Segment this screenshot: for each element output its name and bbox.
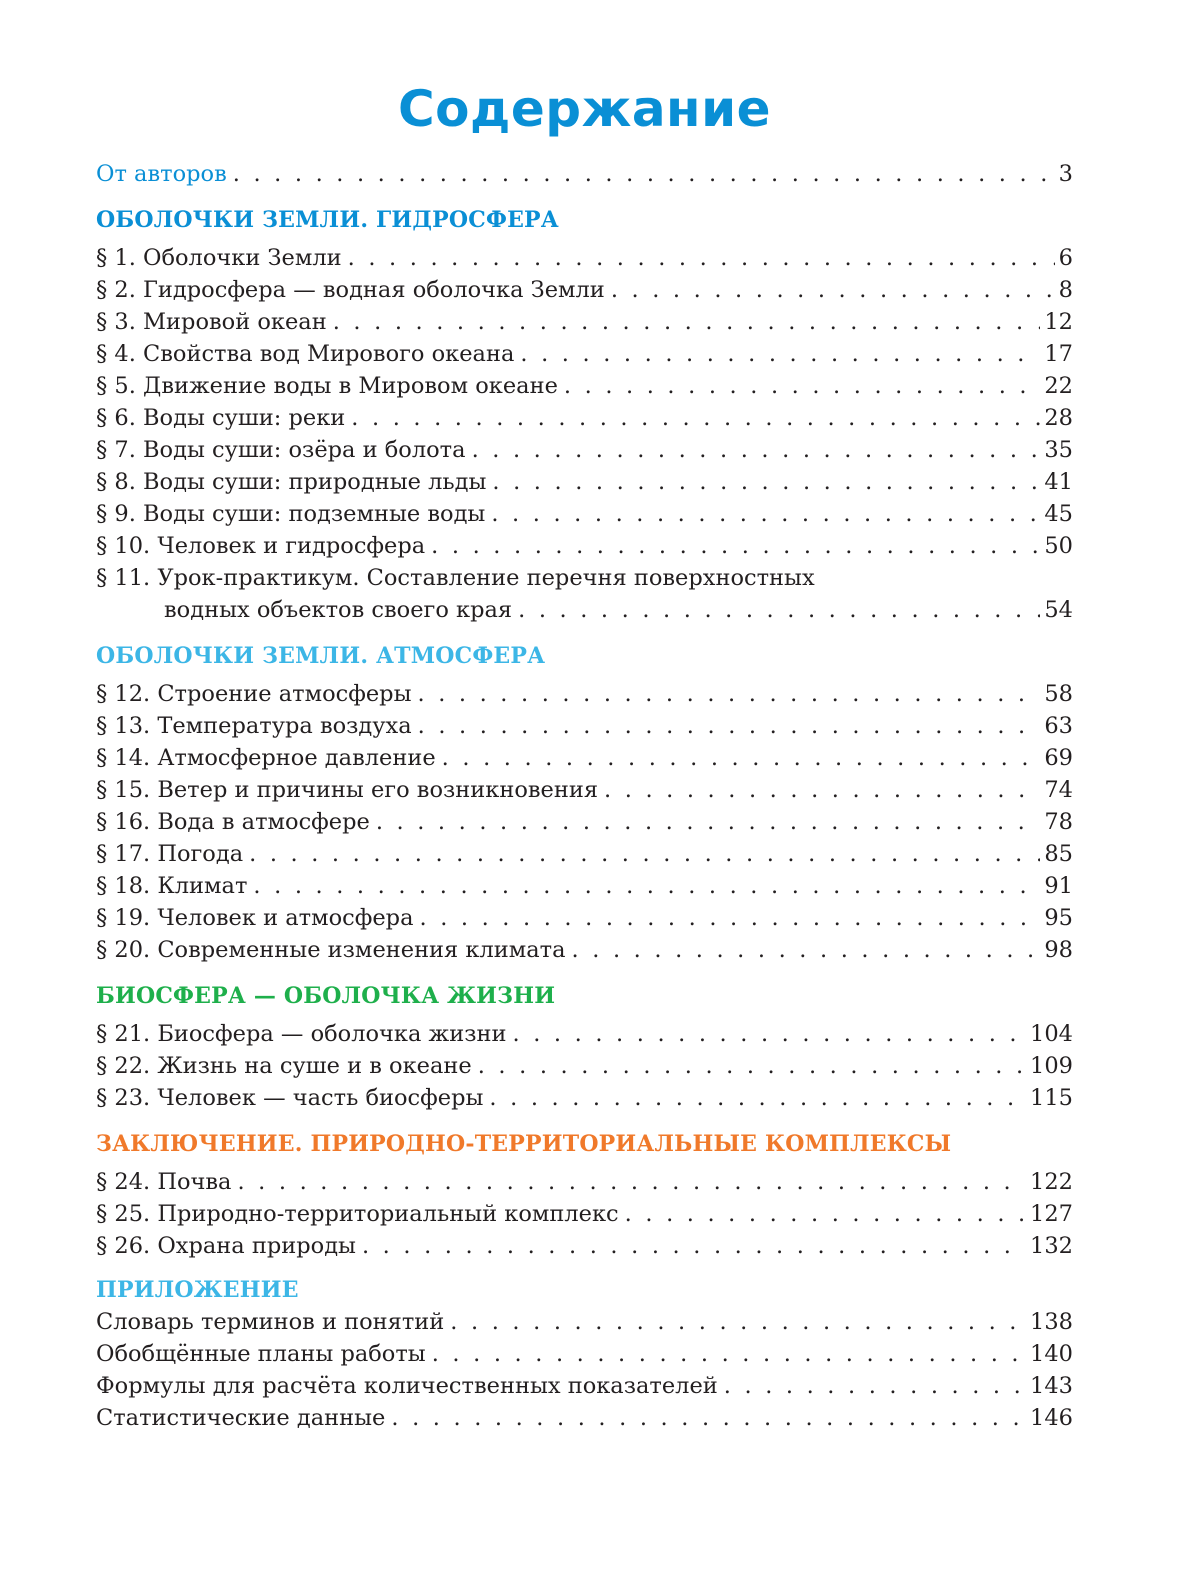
section-heading: ПРИЛОЖЕНИЕ	[96, 1277, 299, 1303]
toc-entry[interactable]	[96, 402, 1073, 434]
toc-entry-page: 115	[1030, 1085, 1073, 1111]
toc-entry[interactable]	[96, 1338, 1073, 1370]
toc-entry-label: От авторов	[96, 161, 227, 187]
toc-entry-label: Обобщённые планы работы	[96, 1341, 426, 1367]
toc-entry[interactable]	[96, 370, 1073, 402]
toc-entry[interactable]	[96, 242, 1073, 274]
toc-entry[interactable]	[96, 1166, 1073, 1198]
toc-entry-label: § 2. Гидросфера — водная оболочка Земли	[96, 277, 605, 303]
toc-entry[interactable]	[96, 466, 1073, 498]
toc-entry[interactable]	[96, 562, 1073, 594]
toc-entry-page: 127	[1030, 1201, 1073, 1227]
toc-entry[interactable]	[96, 934, 1073, 966]
dot-leader	[604, 774, 1040, 806]
section-heading: ОБОЛОЧКИ ЗЕМЛИ. ГИДРОСФЕРА	[96, 207, 559, 233]
toc-entry[interactable]	[96, 1198, 1073, 1230]
table-of-contents	[96, 158, 1073, 1434]
toc-entry-page: 146	[1030, 1405, 1073, 1431]
toc-entry-page: 41	[1044, 469, 1073, 495]
dot-leader	[376, 806, 1041, 838]
toc-entry-page: 12	[1044, 309, 1073, 335]
toc-entry-page: 8	[1058, 277, 1073, 303]
dot-leader	[572, 934, 1041, 966]
toc-entry-page: 28	[1044, 405, 1073, 431]
toc-entry-page: 143	[1030, 1373, 1073, 1399]
toc-entry[interactable]	[96, 1402, 1073, 1434]
toc-entry-label: § 5. Движение воды в Мировом океане	[96, 373, 558, 399]
dot-leader	[333, 306, 1041, 338]
toc-entry[interactable]	[96, 742, 1073, 774]
toc-entry-label: § 15. Ветер и причины его возникновения	[96, 777, 599, 803]
dot-leader	[391, 1402, 1026, 1434]
dot-leader	[724, 1370, 1026, 1402]
toc-entry-label: § 10. Человек и гидросфера	[96, 533, 426, 559]
toc-entry-page: 95	[1044, 905, 1073, 931]
toc-entry-label: § 19. Человек и атмосфера	[96, 905, 414, 931]
toc-entry-label: § 18. Климат	[96, 873, 248, 899]
dot-leader	[351, 402, 1040, 434]
dot-leader	[513, 1018, 1027, 1050]
toc-entry[interactable]	[96, 434, 1073, 466]
toc-entry[interactable]	[96, 498, 1073, 530]
toc-entry-label: Словарь терминов и понятий	[96, 1309, 445, 1335]
toc-entry[interactable]	[96, 902, 1073, 934]
section-heading: ЗАКЛЮЧЕНИЕ. ПРИРОДНО-ТЕРРИТОРИАЛЬНЫЕ КОМПЛЕКСЫ	[96, 1131, 952, 1157]
toc-entry-page: 58	[1044, 681, 1073, 707]
dot-leader	[611, 274, 1055, 306]
toc-entry-label: § 23. Человек — часть биосферы	[96, 1085, 484, 1111]
dot-leader	[249, 838, 1040, 870]
toc-entry[interactable]	[96, 338, 1073, 370]
toc-entry-continuation[interactable]	[96, 594, 1073, 626]
toc-entry-label: § 13. Температура воздуха	[96, 713, 412, 739]
toc-entry-label: § 8. Воды суши: природные льды	[96, 469, 487, 495]
toc-entry-page: 109	[1030, 1053, 1073, 1079]
toc-entry[interactable]	[96, 806, 1073, 838]
toc-entry-label: § 6. Воды суши: реки	[96, 405, 346, 431]
toc-entry-label: Формулы для расчёта количественных показателей	[96, 1373, 718, 1399]
toc-entry-page: 63	[1044, 713, 1073, 739]
toc-entry[interactable]	[96, 838, 1073, 870]
dot-leader	[478, 1050, 1026, 1082]
dot-leader	[625, 1198, 1026, 1230]
dot-leader	[518, 594, 1040, 626]
toc-entry-label: § 17. Погода	[96, 841, 244, 867]
dot-leader	[348, 242, 1055, 274]
toc-entry[interactable]	[96, 1082, 1073, 1114]
toc-entry-page: 91	[1044, 873, 1073, 899]
toc-entry[interactable]	[96, 530, 1073, 562]
toc-entry[interactable]	[96, 1018, 1073, 1050]
toc-entry[interactable]	[96, 870, 1073, 902]
dot-leader	[362, 1230, 1026, 1262]
toc-entry[interactable]	[96, 306, 1073, 338]
toc-entry-label: § 26. Охрана природы	[96, 1233, 356, 1259]
dot-leader	[431, 530, 1040, 562]
toc-entry[interactable]	[96, 678, 1073, 710]
dot-leader	[237, 1166, 1026, 1198]
toc-entry-label: § 1. Оболочки Земли	[96, 245, 342, 271]
toc-entry-page: 54	[1044, 597, 1073, 623]
toc-entry-page: 6	[1058, 245, 1073, 271]
toc-entry-label: § 22. Жизнь на суше и в океане	[96, 1053, 472, 1079]
toc-entry[interactable]	[96, 1230, 1073, 1262]
dot-leader	[432, 1338, 1026, 1370]
toc-entry-label: § 7. Воды суши: озёра и болота	[96, 437, 466, 463]
toc-entry-label: § 25. Природно-территориальный комплекс	[96, 1201, 619, 1227]
toc-entry-label: § 3. Мировой океан	[96, 309, 327, 335]
toc-entry-page: 22	[1044, 373, 1073, 399]
toc-entry[interactable]	[96, 274, 1073, 306]
toc-entry-label: § 14. Атмосферное давление	[96, 745, 436, 771]
dot-leader	[491, 498, 1040, 530]
dot-leader	[492, 466, 1040, 498]
toc-entry[interactable]	[96, 1306, 1073, 1338]
dot-leader	[489, 1082, 1026, 1114]
toc-sections	[96, 204, 1073, 1434]
section-heading: БИОСФЕРА — ОБОЛОЧКА ЖИЗНИ	[96, 983, 556, 1009]
toc-entry-label: § 24. Почва	[96, 1169, 232, 1195]
toc-entry-label: § 4. Свойства вод Мирового океана	[96, 341, 515, 367]
dot-leader	[417, 678, 1040, 710]
page-title: Содержание	[397, 80, 772, 138]
toc-entry-page: 74	[1044, 777, 1073, 803]
toc-entry-page: 45	[1044, 501, 1073, 527]
dot-leader	[418, 710, 1041, 742]
toc-entry-page: 35	[1044, 437, 1073, 463]
toc-entry[interactable]	[96, 1050, 1073, 1082]
toc-entry-page: 138	[1030, 1309, 1073, 1335]
toc-entry-page: 140	[1030, 1341, 1073, 1367]
toc-entry-page: 17	[1044, 341, 1073, 367]
toc-entry-label: § 9. Воды суши: подземные воды	[96, 501, 486, 527]
dot-leader	[564, 370, 1040, 402]
toc-entry[interactable]	[96, 710, 1073, 742]
toc-entry-page: 50	[1044, 533, 1073, 559]
dot-leader	[442, 742, 1041, 774]
toc-entry[interactable]	[96, 774, 1073, 806]
dot-leader	[450, 1306, 1026, 1338]
toc-entry-label: § 21. Биосфера — оболочка жизни	[96, 1021, 507, 1047]
contents-page	[96, 0, 1073, 1434]
toc-entry-page: 3	[1058, 161, 1073, 187]
toc-entry-intro[interactable]	[96, 158, 1073, 190]
toc-entry-label-continuation: водных объектов своего края	[164, 597, 513, 623]
toc-entry-label: § 20. Современные изменения климата	[96, 937, 566, 963]
dot-leader	[233, 158, 1055, 190]
toc-entry-label: § 16. Вода в атмосфере	[96, 809, 370, 835]
toc-entry-page: 104	[1030, 1021, 1073, 1047]
toc-entry-page: 85	[1044, 841, 1073, 867]
toc-entry-label: § 11. Урок-практикум. Составление перечня поверхностных	[96, 565, 815, 591]
toc-entry[interactable]	[96, 1370, 1073, 1402]
dot-leader	[520, 338, 1040, 370]
toc-entry-label: Статистические данные	[96, 1405, 386, 1431]
toc-entry-page: 132	[1030, 1233, 1073, 1259]
toc-entry-page: 69	[1044, 745, 1073, 771]
dot-leader	[253, 870, 1040, 902]
toc-entry-label: § 12. Строение атмосферы	[96, 681, 412, 707]
toc-entry-page: 122	[1030, 1169, 1073, 1195]
dot-leader	[419, 902, 1040, 934]
dot-leader	[472, 434, 1041, 466]
section-heading: ОБОЛОЧКИ ЗЕМЛИ. АТМОСФЕРА	[96, 643, 546, 669]
toc-entry-page: 78	[1044, 809, 1073, 835]
toc-entry-page: 98	[1044, 937, 1073, 963]
